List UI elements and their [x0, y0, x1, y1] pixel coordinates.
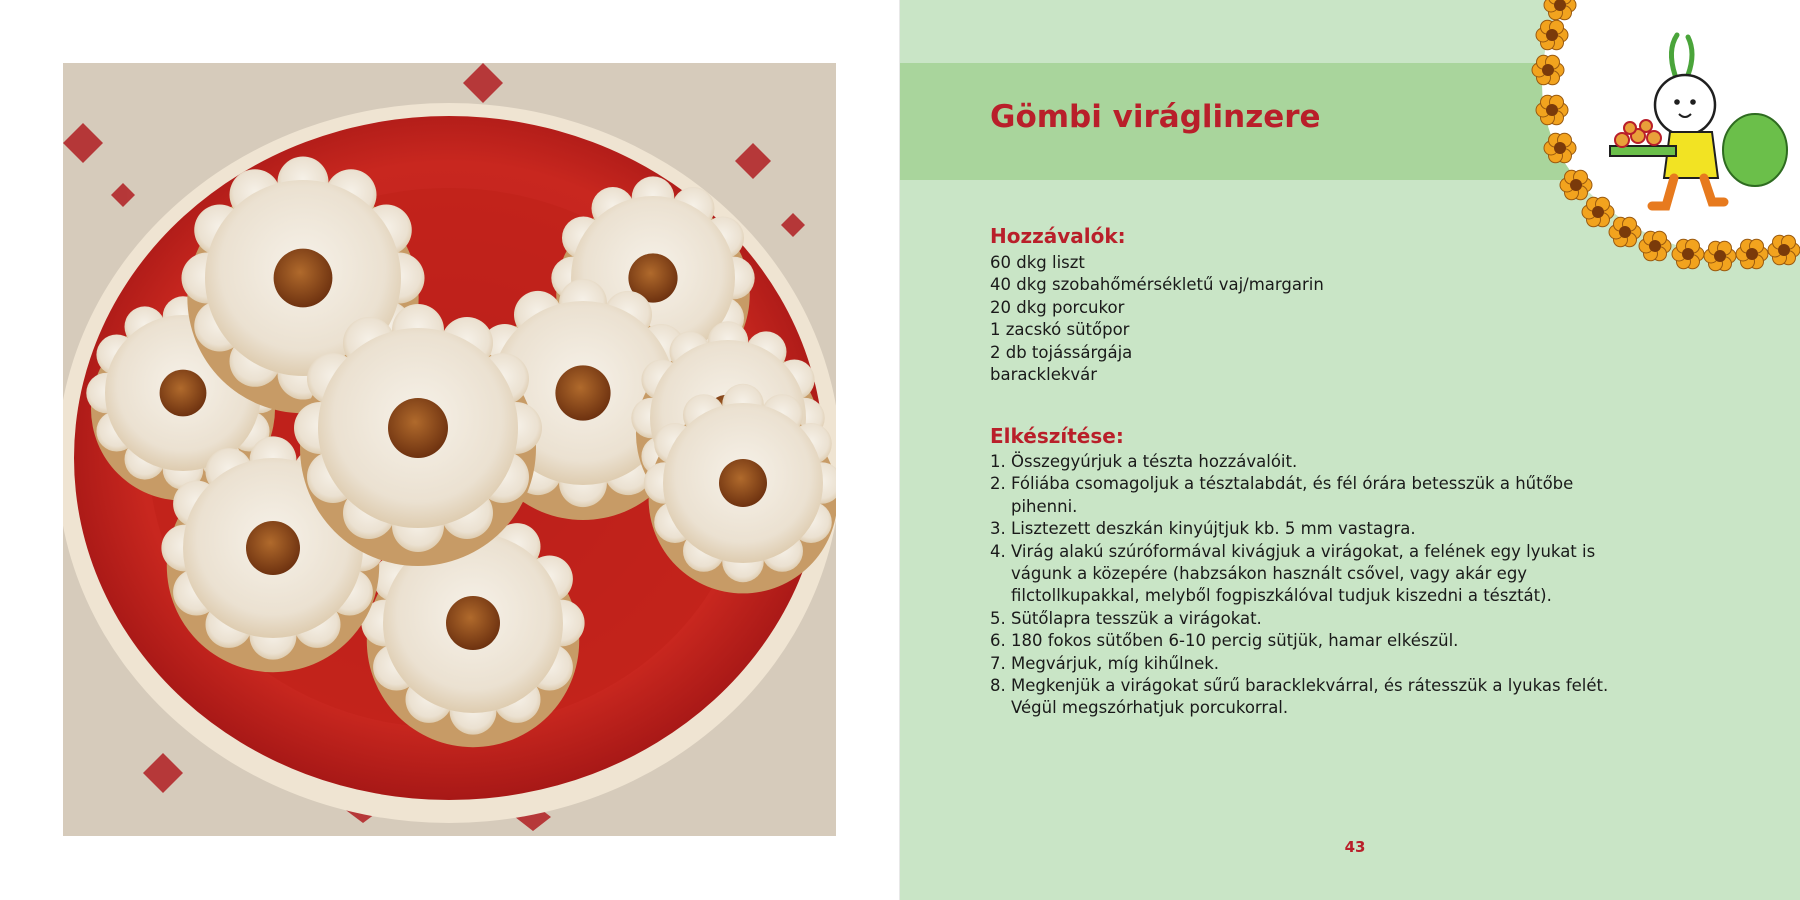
step-item — [990, 653, 1610, 675]
steps-list — [990, 451, 1610, 720]
step-number: 6. — [990, 631, 1006, 651]
step-item — [990, 541, 1610, 608]
step-number: 8. — [990, 676, 1006, 696]
page-number: 43 — [1344, 838, 1366, 856]
ingredient-item: 2 db tojássárgája — [990, 342, 1133, 362]
ingredient-item: baracklekvár — [990, 364, 1098, 384]
step-text: 180 fokos sütőben 6-10 percig sütjük, hamar elkészül. — [1011, 631, 1459, 651]
ingredients-list — [990, 252, 1324, 386]
step-number: 5. — [990, 608, 1006, 628]
gombi-character-icon — [1600, 30, 1800, 230]
step-item — [990, 675, 1610, 720]
ingredient-item: 40 dkg szobahőmérsékletű vaj/margarin — [990, 275, 1324, 295]
step-text: Fóliába csomagoljuk a tésztalabdát, és fél órára betesszük a hűtőbe pihenni. — [1011, 474, 1574, 516]
step-number: 4. — [990, 541, 1006, 561]
step-item — [990, 451, 1610, 473]
step-text: Sütőlapra tesszük a virágokat. — [1011, 608, 1262, 628]
step-item — [990, 608, 1610, 630]
ingredient-item: 1 zacskó sütőpor — [990, 320, 1130, 340]
linzer-cookies-photo — [63, 63, 836, 836]
step-text: Összegyúrjuk a tészta hozzávalóit. — [1011, 452, 1298, 471]
step-number: 3. — [990, 519, 1006, 539]
step-item — [990, 518, 1610, 540]
step-item — [990, 473, 1610, 518]
ingredient-item: 60 dkg liszt — [990, 253, 1085, 272]
step-text: Virág alakú szúróformával kivágjuk a virágokat, a felének egy lyukat is vágunk a közepére (habzsákon használt csővel, vagy akár egy filctollkupakkal, melyből fogpiszkálóval tudjuk kiszedni a tésztát). — [1011, 541, 1596, 606]
step-text: Lisztezett deszkán kinyújtjuk kb. 5 mm vastagra. — [1011, 519, 1416, 539]
step-text: Megvárjuk, míg kihűlnek. — [1011, 653, 1220, 673]
ingredients-heading: Hozzávalók: — [990, 224, 1126, 248]
step-number: 2. — [990, 474, 1006, 494]
step-text: Megkenjük a virágokat sűrű baracklekvárral, és rátesszük a lyukas felét. Végül megszórhatjuk porcukorral. — [1011, 676, 1609, 718]
recipe-title: Gömbi viráglinzere — [990, 99, 1321, 135]
right-page — [900, 0, 1800, 900]
ingredient-item: 20 dkg porcukor — [990, 297, 1125, 317]
step-number: 1. — [990, 452, 1006, 471]
method-heading: Elkészítése: — [990, 424, 1124, 448]
step-item — [990, 630, 1610, 652]
step-number: 7. — [990, 653, 1006, 673]
